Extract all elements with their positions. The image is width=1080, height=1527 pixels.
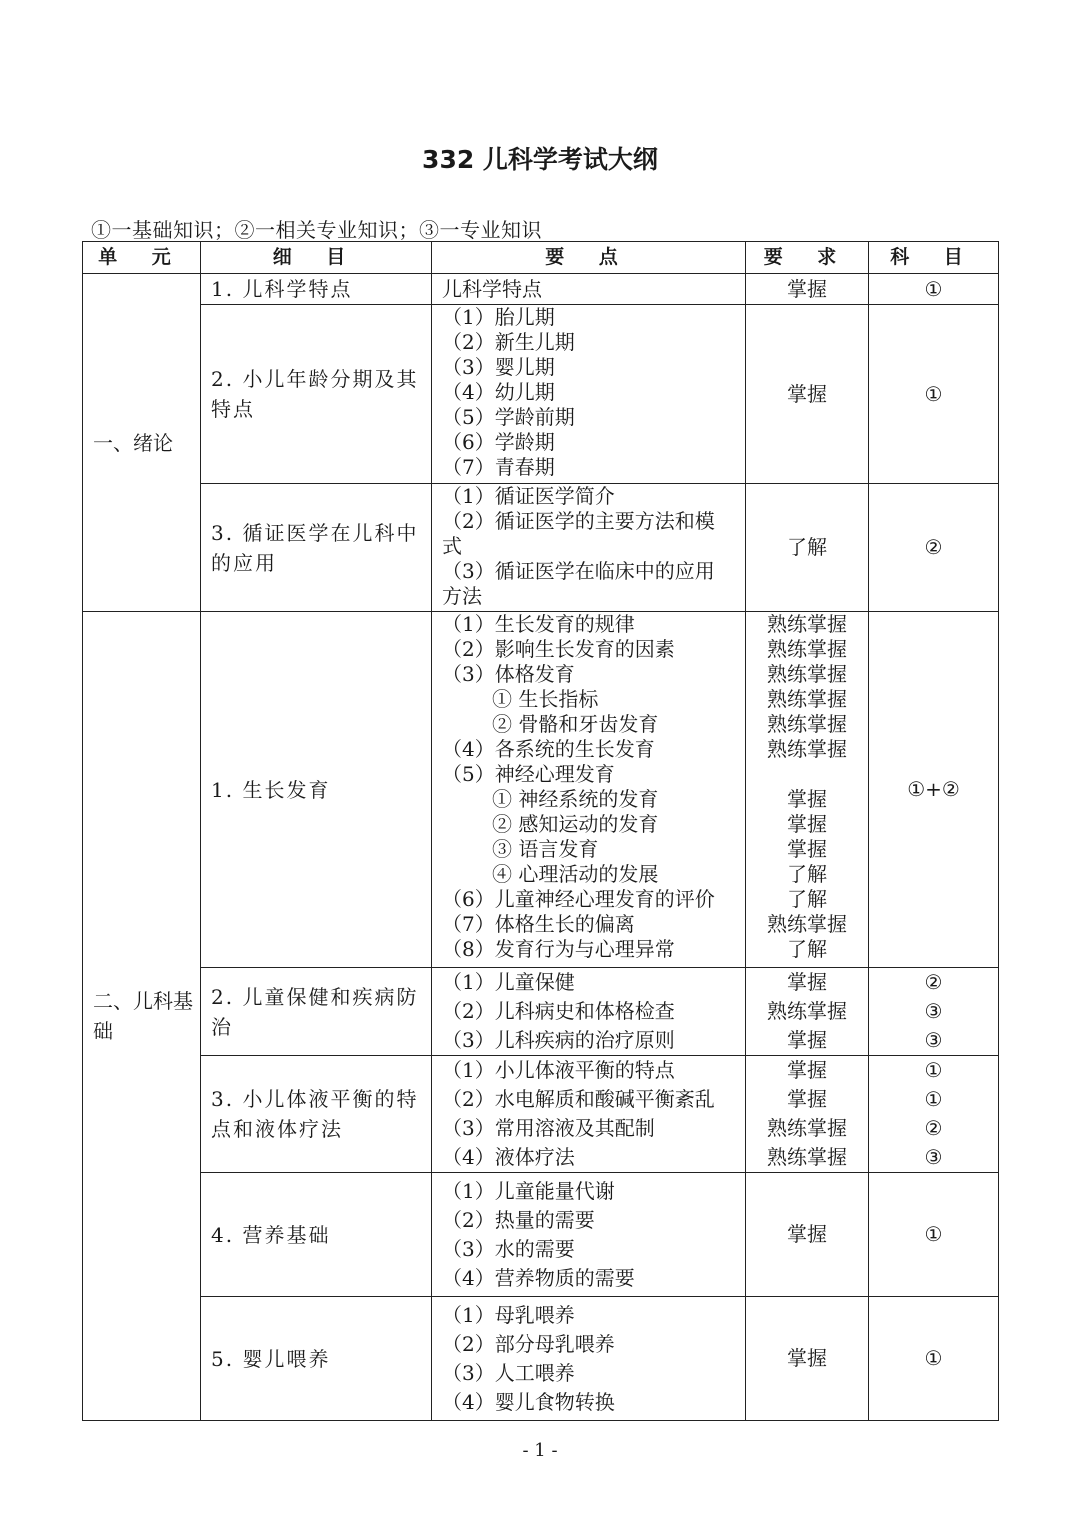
table-row bbox=[83, 305, 999, 484]
point-item: 方法 bbox=[442, 584, 482, 608]
subject-cell: ① bbox=[869, 1297, 999, 1421]
point-item: （2）新生儿期 bbox=[442, 330, 575, 354]
table-header-row bbox=[83, 242, 999, 274]
point-item: （3）人工喂养 bbox=[442, 1360, 575, 1385]
requirement-item: 掌握 bbox=[787, 812, 827, 836]
point-subitem: ③ 语言发育 bbox=[492, 837, 599, 861]
requirement-item: 掌握 bbox=[787, 1028, 827, 1052]
point-item: （1）儿童能量代谢 bbox=[442, 1178, 615, 1203]
requirement-item: 熟练掌握 bbox=[767, 737, 847, 761]
points-cell bbox=[432, 1056, 746, 1173]
point-item: （3）水的需要 bbox=[442, 1236, 575, 1261]
point-item: （3）儿科疾病的治疗原则 bbox=[442, 1028, 675, 1052]
point-subitem: ① 神经系统的发育 bbox=[492, 787, 659, 811]
requirement-item: 熟练掌握 bbox=[767, 662, 847, 686]
points-cell bbox=[432, 1297, 746, 1421]
requirement-item: 熟练掌握 bbox=[767, 912, 847, 936]
syllabus-table bbox=[82, 241, 999, 1421]
requirement-item: 熟练掌握 bbox=[767, 1116, 847, 1140]
points-cell bbox=[432, 612, 746, 968]
requirement-item: 了解 bbox=[787, 887, 827, 911]
point-item: （3）婴儿期 bbox=[442, 355, 555, 379]
points-cell bbox=[432, 968, 746, 1056]
requirement-item: 熟练掌握 bbox=[767, 637, 847, 661]
detail-cell: 5. 婴儿喂养 bbox=[201, 1297, 432, 1421]
subject-cell: ② bbox=[869, 484, 999, 612]
point-item: （4）液体疗法 bbox=[442, 1145, 575, 1169]
points-cell bbox=[432, 274, 746, 305]
requirement-item: 掌握 bbox=[787, 837, 827, 861]
header-detail: 细 目 bbox=[201, 242, 432, 274]
document-title: 332 儿科学考试大纲 bbox=[422, 145, 658, 174]
subject-cell bbox=[869, 968, 999, 1056]
requirement-cell: 掌握 bbox=[746, 1173, 869, 1297]
table-row bbox=[83, 274, 999, 305]
detail-cell: 3. 循证医学在儿科中的应用 bbox=[201, 484, 432, 612]
requirement-cell bbox=[746, 612, 869, 968]
table-row bbox=[83, 1056, 999, 1173]
requirement-item: 了解 bbox=[787, 862, 827, 886]
point-item: （2）热量的需要 bbox=[442, 1207, 595, 1232]
point-item: 式 bbox=[442, 534, 462, 558]
subject-item: ② bbox=[924, 1116, 943, 1140]
header-points: 要 点 bbox=[432, 242, 746, 274]
subject-item: ③ bbox=[924, 999, 943, 1023]
header-subject: 科 目 bbox=[869, 242, 999, 274]
subject-item: ① bbox=[924, 1087, 943, 1111]
point-item: （1）小儿体液平衡的特点 bbox=[442, 1058, 675, 1082]
subject-item: ③ bbox=[924, 1145, 943, 1169]
points-cell bbox=[432, 484, 746, 612]
point-item: （2）儿科病史和体格检查 bbox=[442, 999, 675, 1023]
subject-cell: ① bbox=[869, 305, 999, 484]
table-row bbox=[83, 1297, 999, 1421]
subject-item: ③ bbox=[924, 1028, 943, 1052]
point-item: （1）循证医学简介 bbox=[442, 484, 615, 508]
point-subitem: ② 骨骼和牙齿发育 bbox=[492, 712, 659, 736]
detail-cell: 2. 小儿年龄分期及其特点 bbox=[201, 305, 432, 484]
requirement-cell: 掌握 bbox=[746, 1297, 869, 1421]
unit-cell: 二、儿科基础 bbox=[83, 612, 201, 1421]
detail-cell: 3. 小儿体液平衡的特点和液体疗法 bbox=[201, 1056, 432, 1173]
requirement-item: 掌握 bbox=[787, 1087, 827, 1111]
subject-item: ② bbox=[924, 970, 943, 994]
point-item: （6）儿童神经心理发育的评价 bbox=[442, 887, 715, 911]
point-item: （2）影响生长发育的因素 bbox=[442, 637, 675, 661]
point-item: 儿科学特点 bbox=[442, 276, 542, 301]
point-item: （1）胎儿期 bbox=[442, 305, 555, 329]
point-item: （2）部分母乳喂养 bbox=[442, 1331, 615, 1356]
point-item: （2）水电解质和酸碱平衡紊乱 bbox=[442, 1087, 715, 1111]
requirement-item: 了解 bbox=[787, 937, 827, 961]
detail-cell: 1. 儿科学特点 bbox=[201, 274, 432, 305]
subject-cell bbox=[869, 1056, 999, 1173]
header-unit: 单 元 bbox=[83, 242, 201, 274]
points-cell bbox=[432, 305, 746, 484]
subject-cell: ①+② bbox=[869, 612, 999, 968]
page-number: - 1 - bbox=[522, 1440, 558, 1461]
requirement-item bbox=[746, 762, 868, 787]
table-row bbox=[83, 1173, 999, 1297]
point-item: （1）儿童保健 bbox=[442, 970, 575, 994]
point-item: （2）循证医学的主要方法和模 bbox=[442, 509, 715, 533]
detail-cell: 1. 生长发育 bbox=[201, 612, 432, 968]
requirement-item: 熟练掌握 bbox=[767, 712, 847, 736]
requirement-item: 熟练掌握 bbox=[767, 612, 847, 636]
detail-cell: 2. 儿童保健和疾病防治 bbox=[201, 968, 432, 1056]
point-item: （7）体格生长的偏离 bbox=[442, 912, 635, 936]
point-subitem: ④ 心理活动的发展 bbox=[492, 862, 659, 886]
point-item: （1）母乳喂养 bbox=[442, 1302, 575, 1327]
requirement-item: 掌握 bbox=[787, 1058, 827, 1082]
requirement-item: 掌握 bbox=[787, 970, 827, 994]
requirement-cell bbox=[746, 968, 869, 1056]
subject-legend: ①一基础知识；②一相关专业知识；③一专业知识 bbox=[91, 218, 542, 242]
table-row bbox=[83, 968, 999, 1056]
header-requirement: 要 求 bbox=[746, 242, 869, 274]
point-item: （5）学龄前期 bbox=[442, 405, 575, 429]
subject-cell: ① bbox=[869, 1173, 999, 1297]
point-item: （4）婴儿食物转换 bbox=[442, 1389, 615, 1414]
point-item: （3）循证医学在临床中的应用 bbox=[442, 559, 715, 583]
point-item: （3）常用溶液及其配制 bbox=[442, 1116, 655, 1140]
point-subitem: ① 生长指标 bbox=[492, 687, 599, 711]
requirement-item: 熟练掌握 bbox=[767, 1145, 847, 1169]
points-cell bbox=[432, 1173, 746, 1297]
requirement-item: 熟练掌握 bbox=[767, 687, 847, 711]
detail-cell: 4. 营养基础 bbox=[201, 1173, 432, 1297]
subject-item: ① bbox=[924, 1058, 943, 1082]
point-item: （8）发育行为与心理异常 bbox=[442, 937, 675, 961]
requirement-item: 熟练掌握 bbox=[767, 999, 847, 1023]
table-row bbox=[83, 484, 999, 612]
requirement-cell: 了解 bbox=[746, 484, 869, 612]
point-item: （6）学龄期 bbox=[442, 430, 555, 454]
point-item: （1）生长发育的规律 bbox=[442, 612, 635, 636]
requirement-cell: 掌握 bbox=[746, 274, 869, 305]
requirement-cell: 掌握 bbox=[746, 305, 869, 484]
subject-cell: ① bbox=[869, 274, 999, 305]
point-item: （4）营养物质的需要 bbox=[442, 1265, 635, 1290]
requirement-cell bbox=[746, 1056, 869, 1173]
point-subitem: ② 感知运动的发育 bbox=[492, 812, 659, 836]
point-item: （3）体格发育 bbox=[442, 662, 575, 686]
point-item: （4）各系统的生长发育 bbox=[442, 737, 655, 761]
point-item: （4）幼儿期 bbox=[442, 380, 555, 404]
requirement-item: 掌握 bbox=[787, 787, 827, 811]
point-item: （5）神经心理发育 bbox=[442, 762, 615, 786]
unit-cell: 一、绪论 bbox=[83, 274, 201, 612]
table-row bbox=[83, 612, 999, 968]
point-item: （7）青春期 bbox=[442, 455, 555, 479]
